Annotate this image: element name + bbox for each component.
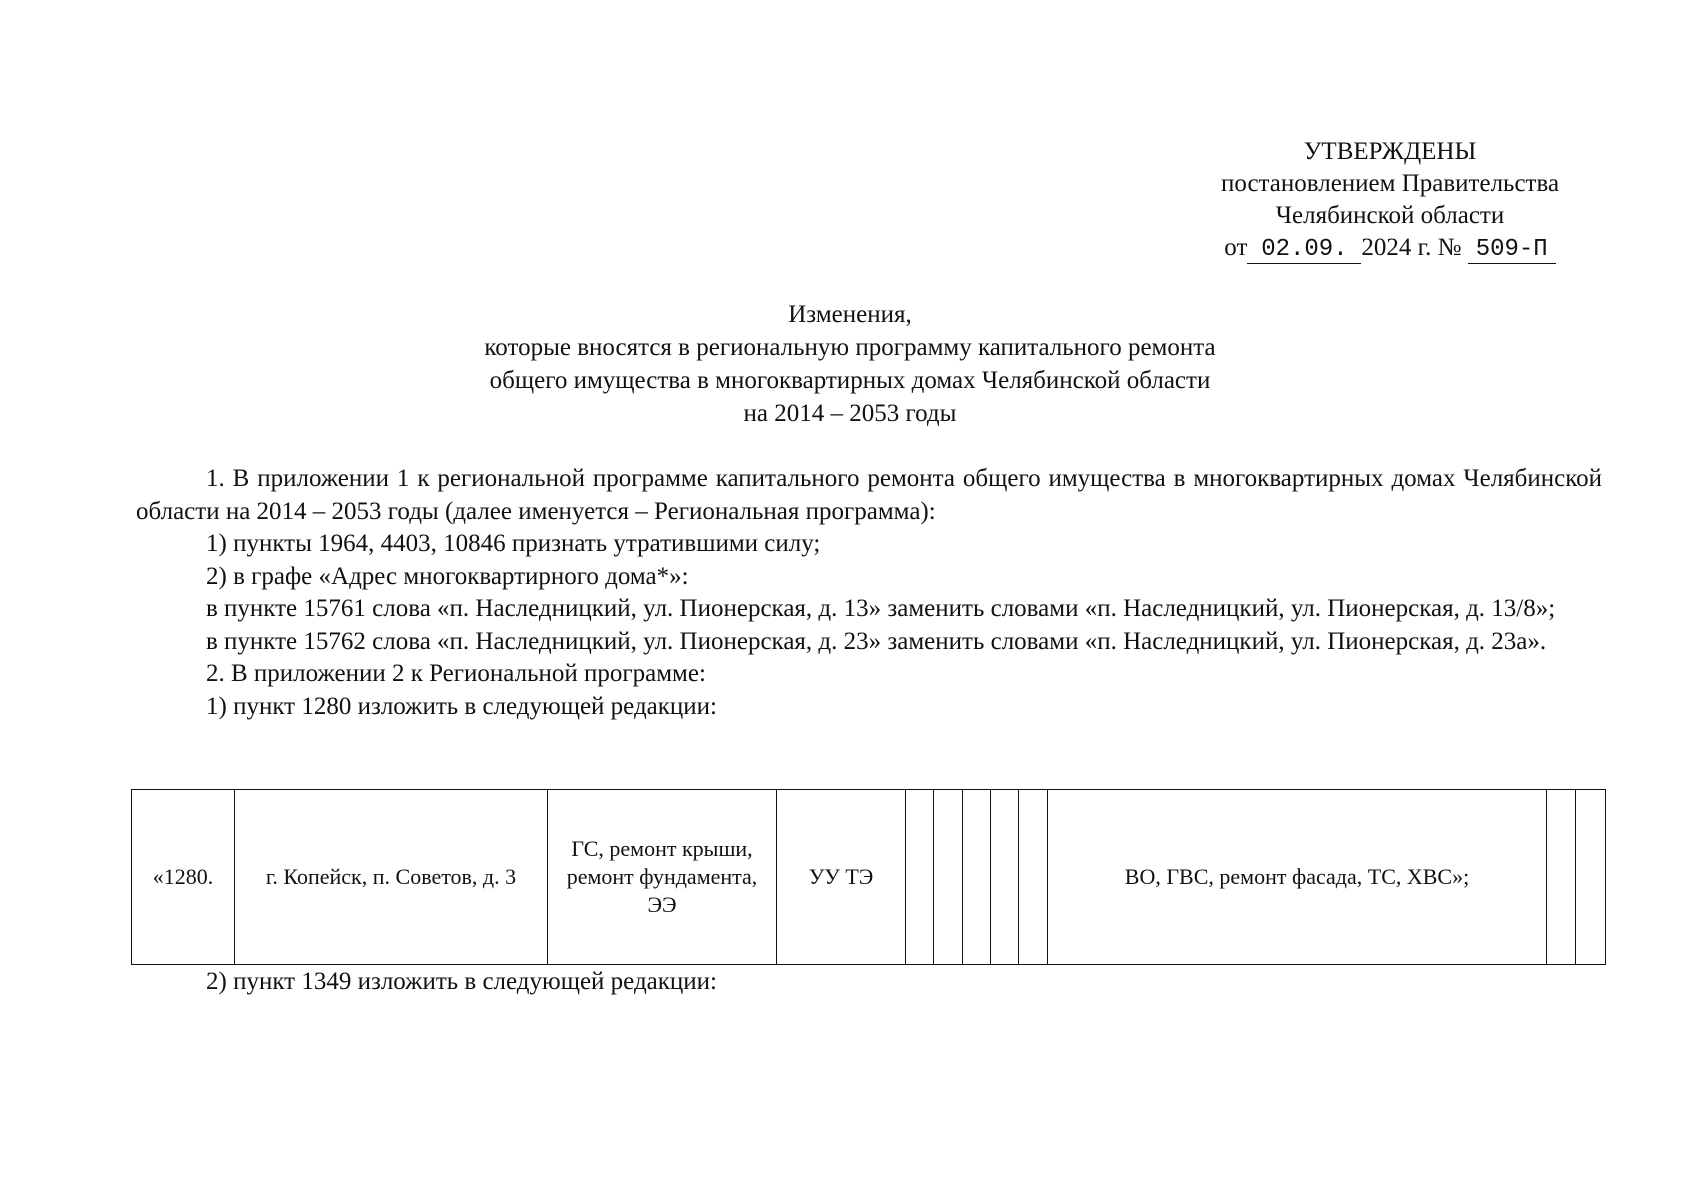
paragraph-1: 1. В приложении 1 к региональной программе капитального ремонта общего имущества в многоквартирных домах Челябинской области на 2014 – 2053 годы (далее именуется – Региональная программа): xyxy=(136,465,1602,525)
approval-line-2: постановлением Правительства xyxy=(1220,170,1560,197)
paragraph-3: 2) в графе «Адрес многоквартирного дома*»: xyxy=(206,562,689,590)
title-line-2: которые вносятся в региональную программу капитального ремонта xyxy=(484,334,1216,361)
cell-empty xyxy=(991,790,1019,965)
table-row xyxy=(132,790,1606,965)
program-table xyxy=(131,789,1606,965)
approval-stamp xyxy=(1190,136,1590,264)
cell-empty xyxy=(1547,790,1576,965)
cell-works-b: УУ ТЭ xyxy=(777,790,906,965)
approval-heading: УТВЕРЖДЕНЫ xyxy=(1303,138,1477,165)
cell-empty xyxy=(934,790,963,965)
title-line-4: на 2014 – 2053 годы xyxy=(743,400,957,427)
paragraph-7: 1) пункт 1280 изложить в следующей редакции: xyxy=(206,692,717,720)
cell-works-c: ВО, ГВС, ремонт фасада, ТС, ХВС»; xyxy=(1048,790,1547,965)
cell-empty xyxy=(1576,790,1606,965)
cell-works-a: ГС, ремонт крыши, ремонт фундамента, ЭЭ xyxy=(548,790,777,965)
title-line-1: Изменения, xyxy=(788,301,912,328)
paragraph-5: в пункте 15762 слова «п. Наследницкий, ул. Пионерская, д. 23» заменить словами «п. Наследницкий, ул. Пионерская, д. 23а». xyxy=(206,627,1547,655)
date-field: 02.09. xyxy=(1247,237,1361,264)
year-label: 2024 г. № xyxy=(1361,234,1462,261)
cell-number: «1280. xyxy=(132,790,235,965)
from-label: от xyxy=(1224,234,1248,261)
paragraph-2: 1) пункты 1964, 4403, 10846 признать утратившими силу; xyxy=(206,530,821,557)
after-table-paragraph: 2) пункт 1349 изложить в следующей редакции: xyxy=(206,968,717,995)
cell-empty xyxy=(1019,790,1048,965)
cell-empty xyxy=(906,790,934,965)
cell-empty xyxy=(963,790,991,965)
approval-line-3: Челябинской области xyxy=(1275,202,1505,229)
document-body xyxy=(136,463,1602,723)
approval-date-line xyxy=(1190,232,1590,264)
cell-address: г. Копейск, п. Советов, д. 3 xyxy=(235,790,548,965)
document-title xyxy=(300,298,1400,430)
paragraph-4: в пункте 15761 слова «п. Наследницкий, ул. Пионерская, д. 13» заменить словами «п. Наследницкий, ул. Пионерская, д. 13/8»; xyxy=(206,595,1556,622)
title-line-3: общего имущества в многоквартирных домах Челябинской области xyxy=(489,367,1211,394)
paragraph-6: 2. В приложении 2 к Региональной программе: xyxy=(206,660,706,687)
number-field: 509-П xyxy=(1468,237,1556,264)
